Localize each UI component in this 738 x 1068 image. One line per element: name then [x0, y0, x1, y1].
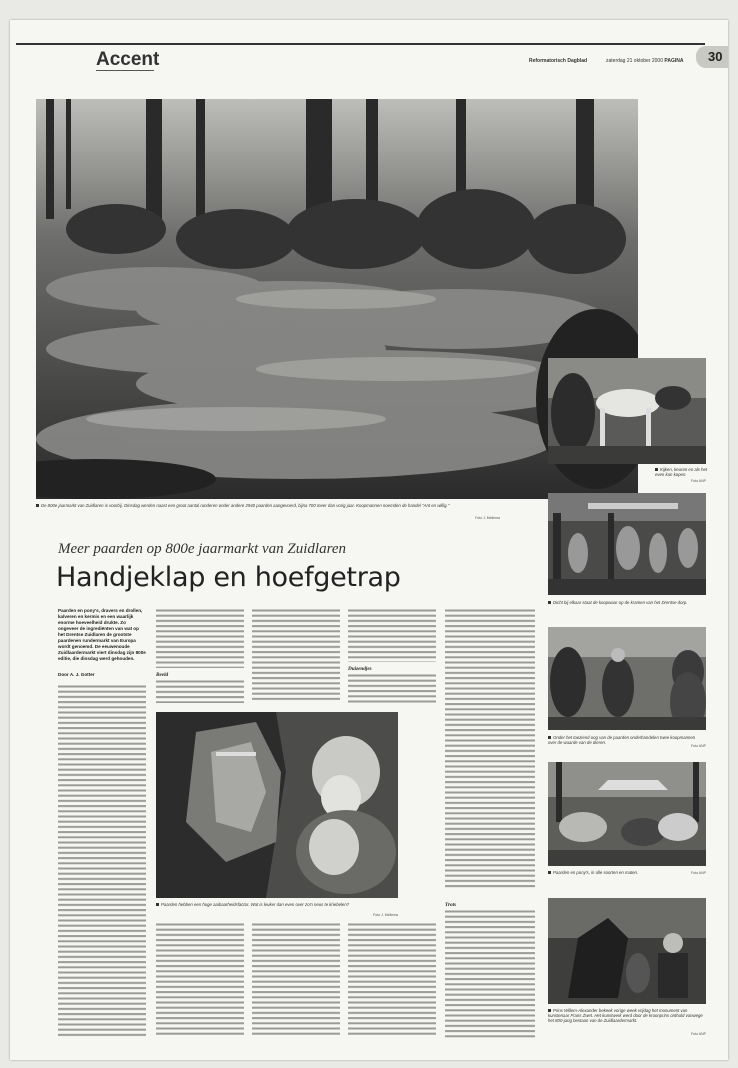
side-photo-3-caption-text: Onder het toeziend oog van de paarden onderhandelen twee koopmannen over de waarde van de dieren. [548, 735, 696, 745]
side-photo-5-image [548, 898, 706, 1004]
text-lines-8 [348, 922, 436, 1037]
article-byline: Door A. J. Gotter [58, 672, 95, 677]
article-kicker: Meer paarden op 800e jaarmarkt van Zuidlaren [58, 541, 347, 557]
text-lines-5 [445, 608, 535, 888]
caption-bullet [548, 1009, 551, 1012]
caption-bullet [548, 601, 551, 604]
text-column-8 [348, 922, 436, 1042]
inline-photo-credit: Foto J. Mellema [373, 913, 398, 917]
side-photo-3 [548, 627, 706, 730]
text-column-4 [348, 608, 436, 703]
text-lines-6 [156, 922, 244, 1037]
text-column-1 [58, 684, 146, 1044]
text-column-5 [445, 608, 535, 898]
masthead-rule [16, 43, 705, 45]
page-number: 30 [708, 49, 723, 64]
side-photo-2-caption [548, 600, 706, 605]
side-photo-3-image [548, 627, 706, 730]
side-photo-4 [548, 762, 706, 866]
caption-bullet [36, 504, 39, 507]
side-photo-5-caption-text: Prins Willem-Alexander bekeek vorige week vrijdag het monument van kunstenaar Frans Zwet. Het kunstwerk werd door de kroonprins onthuld vanwege het 800-jarig bestaan van de Zuidlaardermarkt. [548, 1008, 703, 1023]
caption-bullet [548, 871, 551, 874]
text-lines-1 [58, 684, 146, 1039]
issue-date [606, 58, 683, 64]
section-name: Accent [96, 49, 160, 70]
side-photo-1-image [548, 358, 706, 464]
inline-photo [156, 712, 398, 898]
side-photo-2-caption-text: Dicht bij elkaar staat de koopwaar op de kramen van het Drentse dorp. [553, 600, 688, 605]
caption-bullet [548, 736, 551, 739]
side-photo-1-credit: Foto ANP [691, 479, 706, 483]
subhead-beeld: Beeld [156, 672, 169, 679]
text-column-9 [445, 900, 535, 1045]
text-lines-4 [348, 608, 436, 662]
text-lines-2b [156, 679, 244, 703]
side-photo-5-caption [548, 1008, 706, 1023]
side-photo-2-image [548, 493, 706, 595]
text-lines-3 [252, 608, 340, 700]
article-lead: Paarden en pony's, dravers en drollen, kalveren en kermis en een waarlijk enorme hoeveelheid drukte. Zo ongeveer de ingrediënten van wat op het Drentse Zuidlaren de grootste paardenen rundermarkt van Europa wordt genoemd. De eeuwenoude Zuidlaardermarkt viert dinsdag zijn 800e editie, die dinsdag werd gehouden. [58, 608, 146, 661]
subhead-trots: Trots [445, 902, 457, 908]
side-photo-4-caption-text: Paarden en pony's, in alle soorten en maten. [553, 870, 639, 875]
newspaper-page [10, 20, 728, 1060]
side-photo-5-credit: Foto ANP [691, 1032, 706, 1036]
inline-photo-image [156, 712, 398, 898]
page-word: PAGINA [664, 58, 684, 64]
caption-bullet [655, 468, 658, 471]
text-lines-2 [156, 608, 244, 668]
text-lines-4b [348, 673, 436, 703]
side-photo-1-caption-text: Kijken, keuren en als het even kan kopen. [655, 467, 708, 477]
inline-photo-caption-text: Paarden hebben een hoge aaibaarheidsfactor. Wat is leuker dan even over zo'n neus te kriebelen? [161, 902, 350, 907]
text-column-2 [156, 608, 244, 703]
issue-date-text: zaterdag 21 oktober 2000 [606, 58, 663, 64]
paper-name: Reformatorisch Dagblad [529, 58, 588, 64]
side-photo-4-caption [548, 870, 668, 875]
side-photo-3-credit: Foto ANP [691, 744, 706, 748]
main-photo-credit: Foto J. Mellema [475, 516, 500, 520]
text-column-3 [252, 608, 340, 703]
text-lines-7 [252, 922, 340, 1037]
side-photo-2 [548, 493, 706, 595]
side-photo-1 [548, 358, 706, 464]
subhead-duizendjes: Duizendjes [348, 666, 372, 673]
main-photo-caption [36, 503, 486, 508]
text-lines-9 [445, 909, 535, 1039]
text-column-6 [156, 922, 244, 1042]
main-photo-caption-text: De 800e jaarmarkt van Zuidlaren is voorbij. Dinsdag werden naast een groot aantal runderen onder andere 2940 paarden aangevoerd, bijna 700 meer dan vorig jaar. Koopmannen noemden de handel "Ant en willig." [41, 503, 450, 508]
text-column-7 [252, 922, 340, 1042]
side-photo-1-caption [655, 467, 715, 477]
inline-photo-caption [156, 902, 398, 907]
side-photo-4-image [548, 762, 706, 866]
caption-bullet [156, 903, 159, 906]
article-headline: Handjeklap en hoefgetrap [56, 562, 401, 593]
side-photo-4-credit: Foto ANP [691, 871, 706, 875]
side-photo-5 [548, 898, 706, 1004]
section-name-underline [96, 70, 154, 71]
